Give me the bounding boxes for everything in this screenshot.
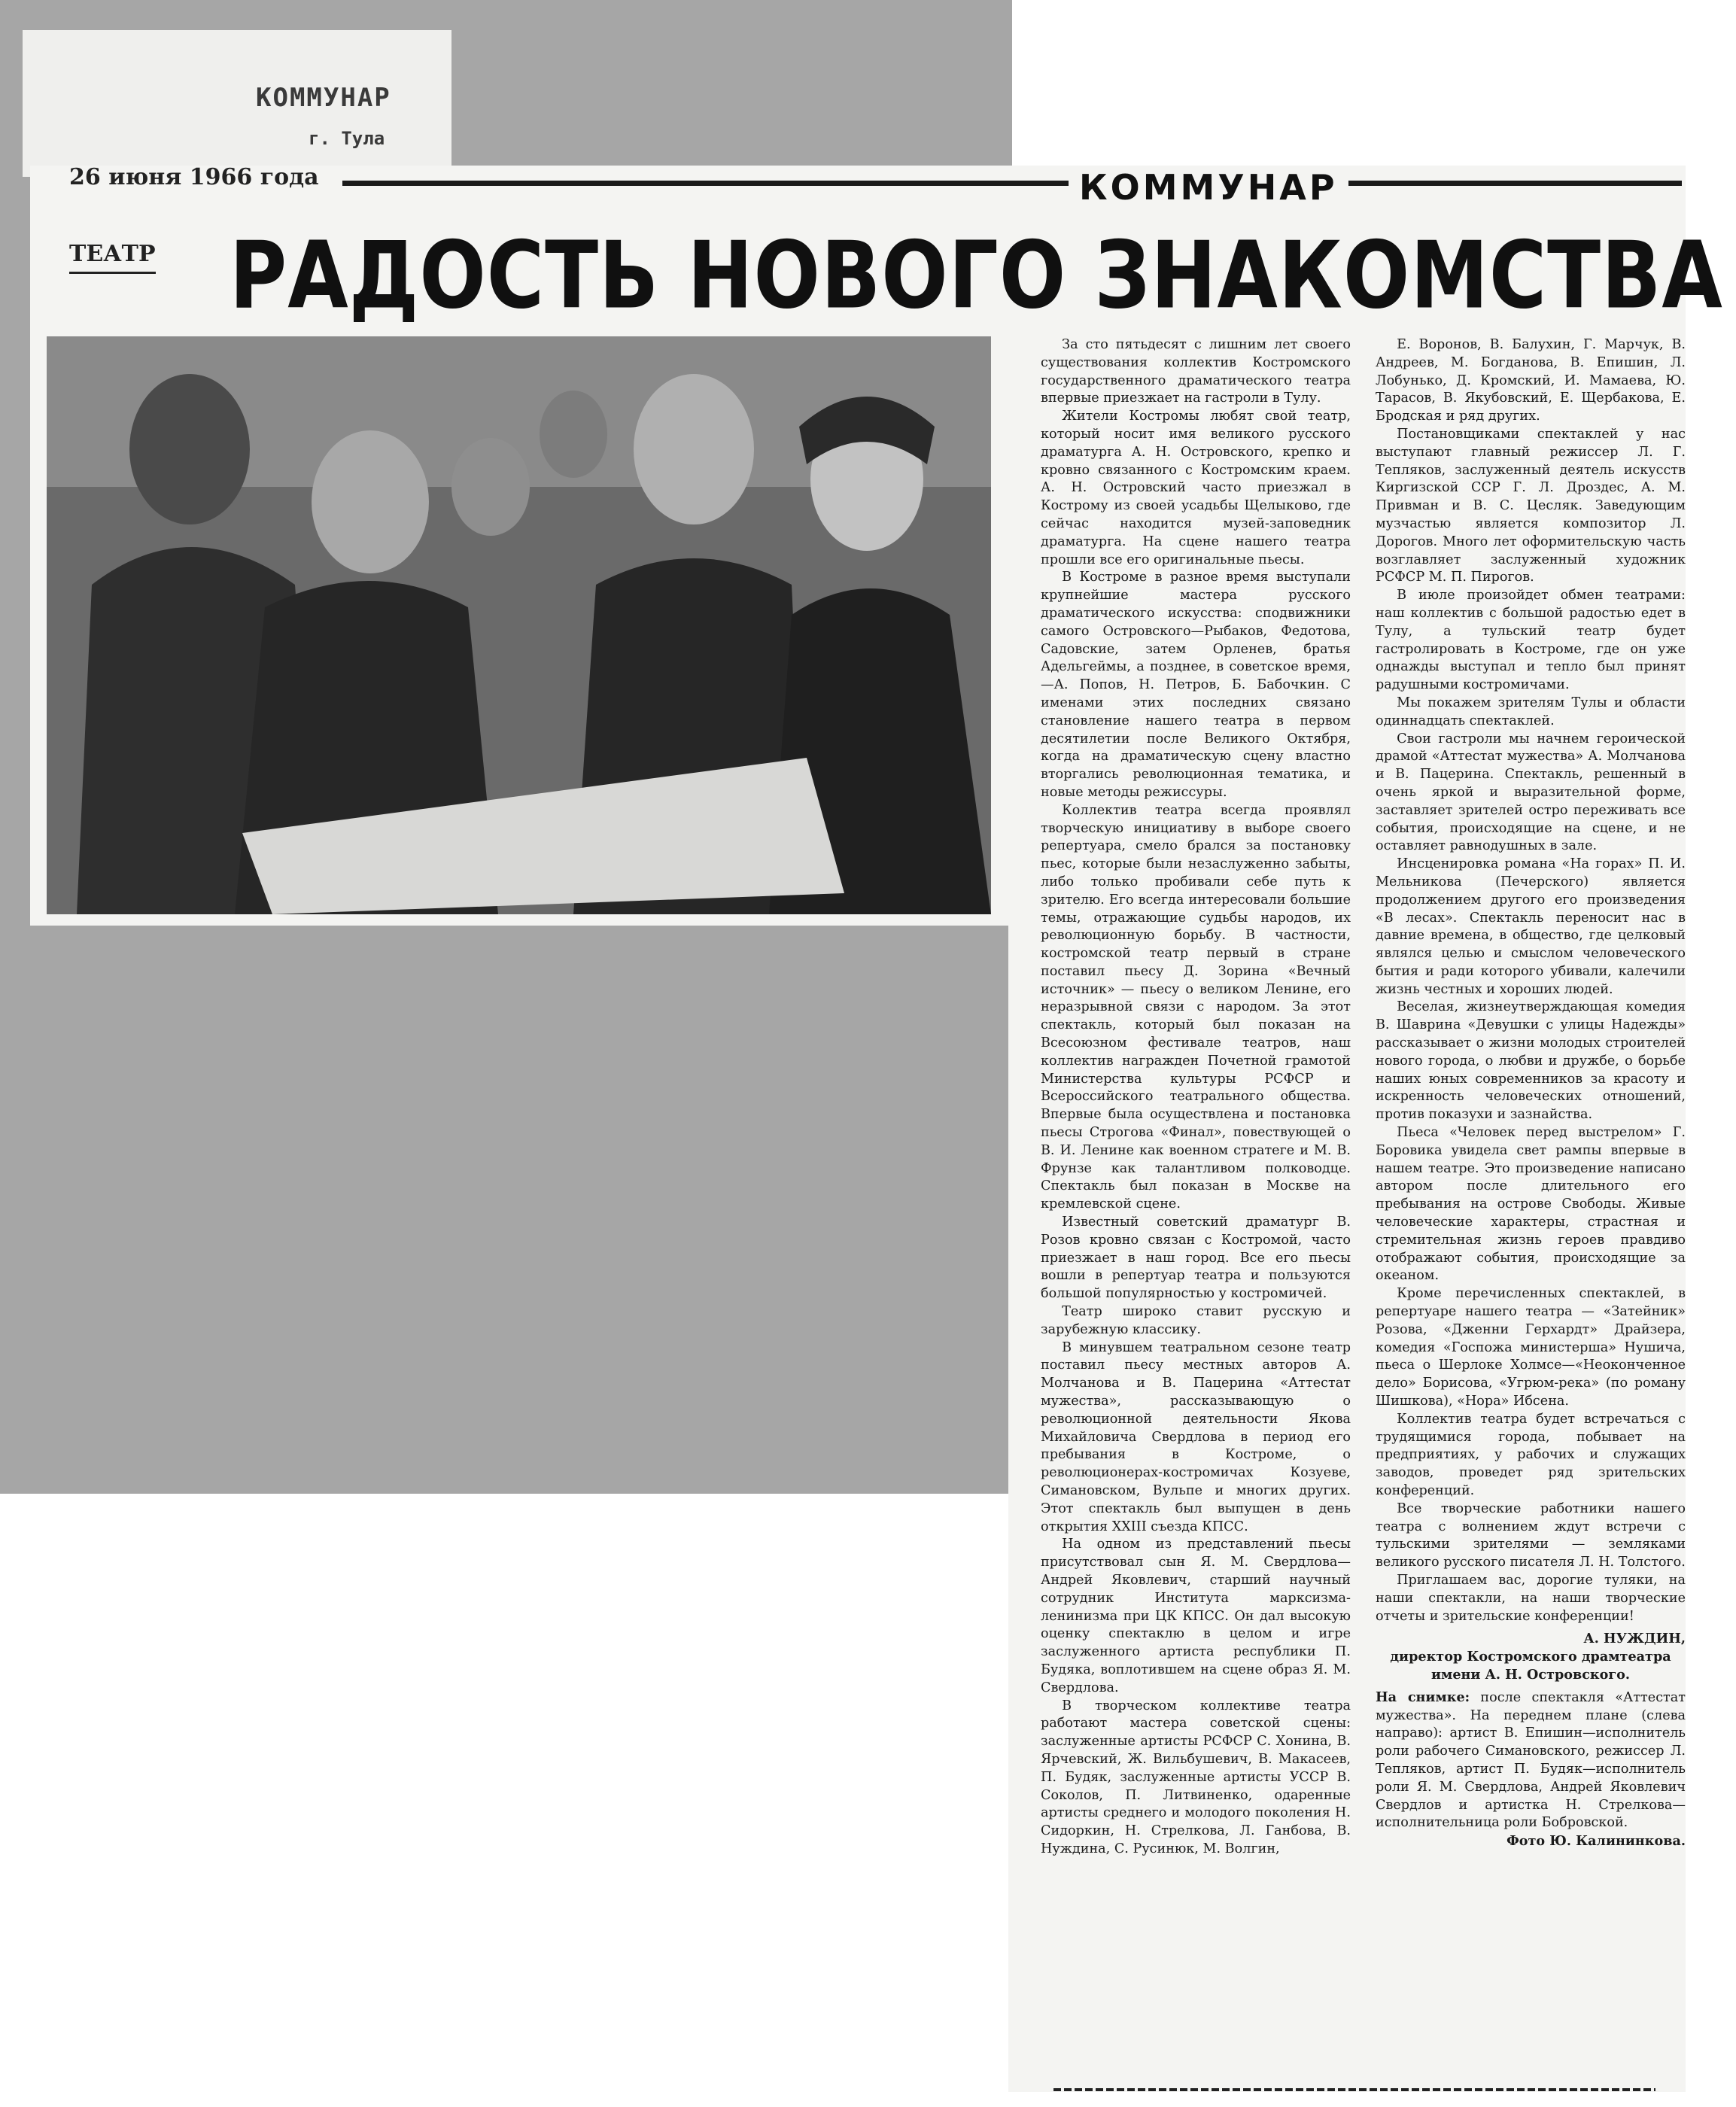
bottom-rule	[1053, 2088, 1655, 2091]
column-2-paragraph: Веселая, жизнеутверждающая комедия В. Шаврина «Девушки с улицы Надежды» рассказывает о жизни молодых строителей нового города, о любви и дружбе, о борьбе наших юных современников за красоту и искренность человеческих отношений, против показухи и зазнайства.	[1376, 999, 1686, 1123]
column-2-paragraph: Свои гастроли мы начнем героической драмой «Аттестат мужества» А. Молчанова и В. Пацерина. Спектакль, решенный в очень яркой и выразительной форме, заставляет зрителей остро переживать все события, происходящие на сцене, и не оставляет равнодушных в зале.	[1376, 731, 1686, 854]
top-rule	[342, 181, 1682, 186]
masthead: КОММУНАР	[1069, 167, 1348, 208]
column-1-paragraph: За сто пятьдесят с лишним лет своего существования коллектив Костромского государственного драматического театра впервые приезжает на гастроли в Тулу.	[1041, 337, 1351, 406]
column-1-paragraph: Театр широко ставит русскую и зарубежную классику.	[1041, 1304, 1351, 1337]
column-2-paragraph: Приглашаем вас, дорогие туляки, на наши спектакли, на наши творческие отчеты и зрительские конференции!	[1376, 1572, 1686, 1624]
column-2-paragraph: Все творческие работники нашего театра с волнением ждут встречи с тульскими зрителями — земляками великого русского писателя Л. Н. Толстого.	[1376, 1500, 1686, 1570]
caption-label: На снимке:	[1376, 1689, 1470, 1705]
column-1-paragraph: В минувшем театральном сезоне театр поставил пьесу местных авторов А. Молчанова и В. Пацерина «Аттестат мужества», рассказывающую о революционной деятельности Якова Михайловича Свердлова в период его пребывания в Костроме, о революционерах-костромичах Козуеве, Симановском, Вульпе и многих других. Этот спектакль был выпущен в день открытия XXIII съезда КПСС.	[1041, 1339, 1351, 1534]
column-1-paragraph: Коллектив театра всегда проявлял творческую инициативу в выборе своего репертуара, смело брался за постановку пьес, которые были незаслуженно забыты, либо только пробивали себе путь к зрителю. Его всегда интересовали большие темы, отражающие судьбы народов, их революционную борьбу. В частности, костромской театр первый в стране поставил пьесу Д. Зорина «Вечный источник» — пьесу о великом Ленине, его неразрывной связи с народом. За этот спектакль, который был показан на Всесоюзном фестивале театров, наш коллектив награжден Почетной грамотой Министерства культуры РСФСР и Всероссийского театрального общества. Впервые была осуществлена и постановка пьесы Строгова «Финал», повествующей о В. И. Ленине как военном стратеге и М. В. Фрунзе как талантливом полководце. Спектакль был показан в Москве на кремлевской сцене.	[1041, 802, 1351, 1212]
rubric-label: ТЕАТР	[69, 241, 156, 274]
column-1-paragraph: В Костроме в разное время выступали крупнейшие мастера русского драматического искусства: сподвижники самого Островского—Рыбаков, Федотова, Садовские, затем Орленев, братья Адельгеймы, а позднее, в советское время,—А. Попов, Н. Петров, Б. Бабочкин. С именами этих последних связано становление нашего театра в первом десятилетии после Великого Октября, когда на драматическую сцену властно вторгались революционная тематика, и новые методы режиссуры.	[1041, 570, 1351, 800]
article-photo	[47, 336, 991, 914]
blank-sheet	[1012, 0, 1736, 173]
author-signature: А. НУЖДИН,	[1583, 1631, 1686, 1647]
source-stamp	[23, 30, 451, 177]
photo-caption	[1376, 1689, 1686, 1832]
column-1-paragraph: Жители Костромы любят свой театр, который носит имя великого русского драматурга А. Н. Островского, крепко и кровно связанного с Костромским краем. А. Н. Островский часто приезжал в Кострому из своей усадьбы Щелыково, где сейчас находится музей-заповедник драматурга. На сцене нашего театра прошли все его оригинальные пьесы.	[1041, 409, 1351, 567]
column-1-paragraph: Известный советский драматург В. Розов кровно связан с Костромой, часто приезжает в наш город. Все его пьесы вошли в репертуар театра и пользуются большой популярностью у костромичей.	[1041, 1215, 1351, 1302]
column-1-paragraph: На одном из представлений пьесы присутствовал сын Я. М. Свердлова—Андрей Яковлевич, старший научный сотрудник Института марксизма-ленинизма при ЦК КПСС. Он дал высокую оценку спектаклю в целом и игре заслуженного артиста республики П. Будяка, воплотившем на сцене образ Я. М. Свердлова.	[1041, 1537, 1351, 1695]
photo-image	[47, 336, 991, 914]
column-2-paragraph: В июле произойдет обмен театрами: наш коллектив с большой радостью едет в Тулу, а тульский театр будет гастролировать в Костроме, где он уже однажды выступал и тепло был принят радушными костромичами.	[1376, 588, 1686, 693]
column-2-paragraph: Е. Воронов, В. Балухин, Г. Марчук, В. Андреев, М. Богданова, В. Епишин, Л. Лобунько, Д. Кромский, И. Мамаева, Ю. Тарасов, В. Якубовский, Е. Щербакова, Е. Бродская и ряд других.	[1376, 337, 1686, 424]
column-2-paragraph: Коллектив театра будет встречаться с трудящимися города, побывает на предприятиях, у рабочих и служащих заводов, проведет ряд зрительских конференций.	[1376, 1411, 1686, 1498]
column-2-paragraph: Кроме перечисленных спектаклей, в репертуаре нашего театра — «Затейник» Розова, «Дженни Герхардт» Драйзера, комедия «Госпожа министерша» Нушича, пьеса о Шерлоке Холмсе—«Неоконченное дело» Борисова, «Угрюм-река» (по роману Шишкова), «Нора» Ибсена.	[1376, 1286, 1686, 1409]
stamp-newspaper: КОММУНАР	[256, 83, 391, 113]
headline: РАДОСТЬ НОВОГО ЗНАКОМСТВА	[230, 220, 1723, 330]
stamp-city: г. Тула	[309, 128, 385, 149]
photo-credit: Фото Ю. Калининкова.	[1506, 1833, 1686, 1850]
column-2-paragraph: Пьеса «Человек перед выстрелом» Г. Боровика увидела свет рампы впервые в нашем театре. Это произведение написано автором после длительного его пребывания на острове Свободы. Живые человеческие характеры, страстная и стремительная жизнь героев правдиво отображают события, происходящие за океаном.	[1376, 1125, 1686, 1284]
article-column-1	[1041, 336, 1351, 2086]
caption-text: после спектакля «Аттестат мужества». На переднем плане (слева направо): артист В. Епишин—исполнитель роли рабочего Симановского, режиссер Л. Тепляков, артист П. Будяк—исполнитель роли Я. М. Свердлова, Андрей Яковлевич Свердлов и артистка Н. Стрелкова—исполнительница роли Бобровской.	[1376, 1689, 1686, 1831]
column-2-paragraph: Инсценировка романа «На горах» П. И. Мельникова (Печерского) является продолжением другого его произведения «В лесах». Спектакль переносит нас в давние времена, в общество, где целковый являлся целью и смыслом человеческого бытия и ради которого убивали, калечили жизнь честных и хороших людей.	[1376, 856, 1686, 997]
author-role: директор Костромского драмтеатра имени А. Н. Островского.	[1390, 1649, 1671, 1683]
issue-date: 26 июня 1966 года	[69, 164, 319, 190]
column-1-paragraph: В творческом коллективе театра работают мастера советской сцены: заслуженные артисты РСФСР С. Хонина, В. Ярчевский, Ж. Вильбушевич, В. Макасеев, П. Будяк, заслуженные артисты УССР В. Соколов, П. Литвиненко, одаренные артисты среднего и молодого поколения Н. Сидоркин, Н. Стрелкова, Л. Ганбова, В. Нуждина, С. Русинюк, М. Волгин,	[1041, 1698, 1351, 1856]
column-2-paragraph: Постановщиками спектаклей у нас выступают главный режиссер Л. Г. Тепляков, заслуженный деятель искусств Киргизской ССР Г. Л. Дроздес, А. М. Привман и В. С. Цесляк. Заведующим музчастью является композитор Л. Дорогов. Много лет оформительскую часть возглавляет заслуженный художник РСФСР М. П. Пирогов.	[1376, 426, 1686, 585]
article-column-2	[1376, 336, 1686, 2086]
column-2-paragraph: Мы покажем зрителям Тулы и области одиннадцать спектаклей.	[1376, 695, 1686, 728]
